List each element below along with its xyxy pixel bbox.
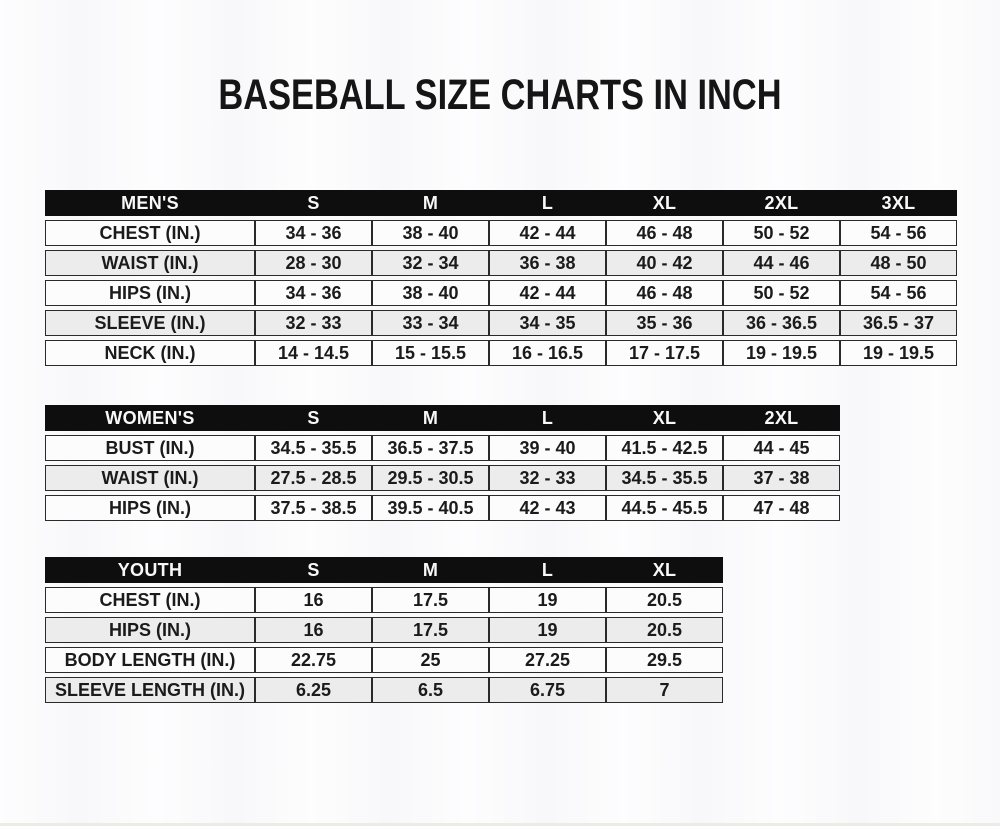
mens-header-row [45,190,957,216]
womens-size-header-s: S [255,405,372,431]
womens-size-header-l: L [489,405,606,431]
size-value: 6.25 [255,677,372,703]
size-value: 16 [255,587,372,613]
measurement-label: CHEST (IN.) [45,220,255,246]
size-value: 27.25 [489,647,606,673]
youth-size-header-xl: XL [606,557,723,583]
size-value: 37 - 38 [723,465,840,491]
size-value: 17.5 [372,617,489,643]
size-chart-page [0,71,1000,826]
size-value: 32 - 33 [489,465,606,491]
mens-measurement-row [45,310,957,336]
measurement-label: BUST (IN.) [45,435,255,461]
youth-size-header-s: S [255,557,372,583]
size-value: 34 - 36 [255,280,372,306]
measurement-label: SLEEVE LENGTH (IN.) [45,677,255,703]
size-value: 42 - 44 [489,220,606,246]
mens-group-header: MEN'S [45,190,255,216]
size-value: 47 - 48 [723,495,840,521]
womens-measurement-row [45,435,840,461]
mens-measurement-row [45,220,957,246]
womens-size-header-m: M [372,405,489,431]
size-value: 20.5 [606,587,723,613]
youth-size-header-l: L [489,557,606,583]
size-value: 44 - 46 [723,250,840,276]
size-value: 6.75 [489,677,606,703]
charts-container [45,186,1000,707]
size-value: 36 - 38 [489,250,606,276]
measurement-label: WAIST (IN.) [45,250,255,276]
size-value: 44 - 45 [723,435,840,461]
youth-measurement-row [45,617,723,643]
size-value: 22.75 [255,647,372,673]
size-value: 19 [489,587,606,613]
mens-size-header-s: S [255,190,372,216]
size-value: 46 - 48 [606,280,723,306]
size-value: 16 - 16.5 [489,340,606,366]
size-value: 15 - 15.5 [372,340,489,366]
mens-measurement-row [45,250,957,276]
size-value: 34 - 36 [255,220,372,246]
size-value: 48 - 50 [840,250,957,276]
youth-size-header-m: M [372,557,489,583]
mens-size-header-2xl: 2XL [723,190,840,216]
measurement-label: BODY LENGTH (IN.) [45,647,255,673]
size-value: 14 - 14.5 [255,340,372,366]
mens-measurement-row [45,280,957,306]
size-value: 50 - 52 [723,220,840,246]
size-value: 19 - 19.5 [840,340,957,366]
page-title: BASEBALL SIZE CHARTS IN INCH [218,71,782,119]
mens-size-table [45,186,957,370]
size-value: 54 - 56 [840,280,957,306]
measurement-label: SLEEVE (IN.) [45,310,255,336]
youth-size-table [45,553,723,707]
mens-size-header-xl: XL [606,190,723,216]
measurement-label: HIPS (IN.) [45,617,255,643]
mens-measurement-row [45,340,957,366]
size-value: 36.5 - 37.5 [372,435,489,461]
mens-size-header-m: M [372,190,489,216]
womens-size-header-xl: XL [606,405,723,431]
size-value: 36.5 - 37 [840,310,957,336]
womens-group-header: WOMEN'S [45,405,255,431]
youth-measurement-row [45,677,723,703]
size-value: 34 - 35 [489,310,606,336]
mens-size-header-3xl: 3XL [840,190,957,216]
size-value: 7 [606,677,723,703]
womens-size-header-2xl: 2XL [723,405,840,431]
size-value: 44.5 - 45.5 [606,495,723,521]
size-value: 17.5 [372,587,489,613]
measurement-label: HIPS (IN.) [45,280,255,306]
size-value: 16 [255,617,372,643]
size-value: 39 - 40 [489,435,606,461]
measurement-label: HIPS (IN.) [45,495,255,521]
size-value: 19 - 19.5 [723,340,840,366]
size-value: 25 [372,647,489,673]
measurement-label: WAIST (IN.) [45,465,255,491]
womens-measurement-row [45,495,840,521]
womens-size-table [45,401,840,525]
size-value: 34.5 - 35.5 [606,465,723,491]
size-value: 28 - 30 [255,250,372,276]
measurement-label: CHEST (IN.) [45,587,255,613]
size-value: 54 - 56 [840,220,957,246]
measurement-label: NECK (IN.) [45,340,255,366]
size-value: 20.5 [606,617,723,643]
size-value: 29.5 - 30.5 [372,465,489,491]
size-value: 38 - 40 [372,280,489,306]
size-value: 35 - 36 [606,310,723,336]
size-value: 29.5 [606,647,723,673]
size-value: 32 - 33 [255,310,372,336]
size-value: 17 - 17.5 [606,340,723,366]
size-value: 39.5 - 40.5 [372,495,489,521]
youth-header-row [45,557,723,583]
size-value: 34.5 - 35.5 [255,435,372,461]
size-value: 37.5 - 38.5 [255,495,372,521]
womens-measurement-row [45,465,840,491]
size-value: 33 - 34 [372,310,489,336]
size-value: 41.5 - 42.5 [606,435,723,461]
size-value: 32 - 34 [372,250,489,276]
size-value: 27.5 - 28.5 [255,465,372,491]
youth-measurement-row [45,647,723,673]
youth-group-header: YOUTH [45,557,255,583]
size-value: 36 - 36.5 [723,310,840,336]
size-value: 42 - 44 [489,280,606,306]
size-value: 50 - 52 [723,280,840,306]
size-value: 42 - 43 [489,495,606,521]
size-value: 46 - 48 [606,220,723,246]
size-value: 6.5 [372,677,489,703]
mens-size-header-l: L [489,190,606,216]
youth-measurement-row [45,587,723,613]
size-value: 19 [489,617,606,643]
size-value: 38 - 40 [372,220,489,246]
size-value: 40 - 42 [606,250,723,276]
womens-header-row [45,405,840,431]
